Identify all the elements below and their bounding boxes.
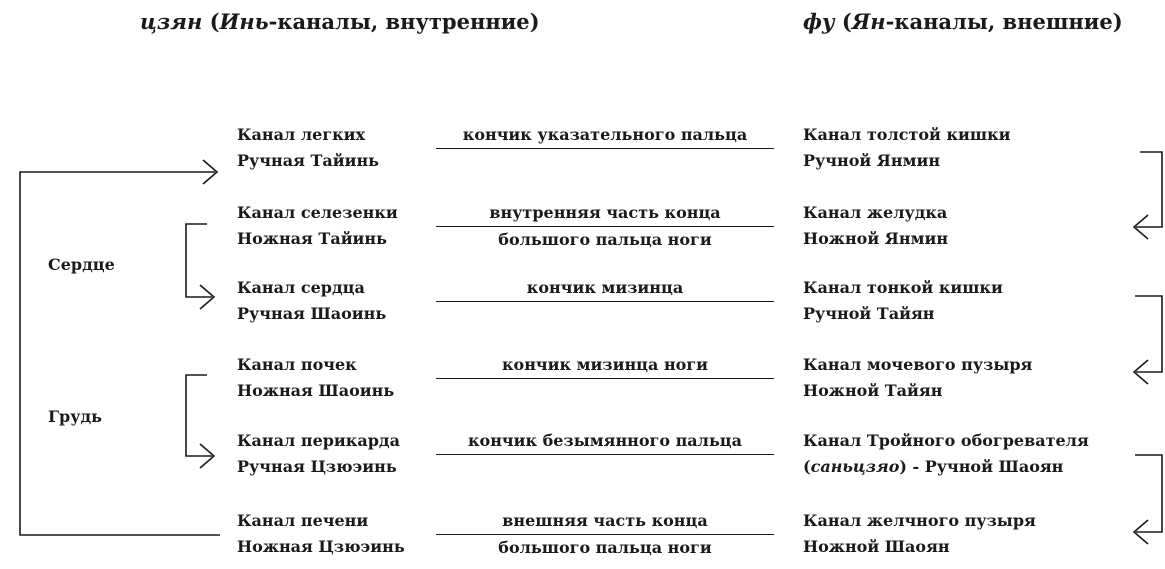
yin-channel-name: Канал перикарда	[237, 431, 400, 450]
heart-bracket-line	[186, 224, 212, 297]
yin-channel-name: Канал печени	[237, 511, 369, 530]
yang-channel-name: Канал Тройного обогревателя	[803, 431, 1089, 450]
yang-channel-type: Ножной Шаоян	[803, 537, 950, 556]
yin-channel-name: Канал селезенки	[237, 203, 398, 222]
yin-open-paren: (	[209, 9, 220, 34]
yang-type-prefix: (	[803, 457, 811, 476]
yin-channel-type: Ножная Цзюэинь	[237, 537, 405, 556]
yin-term2: Инь	[219, 9, 269, 34]
yin-channel-name: Канал почек	[237, 355, 357, 374]
chest-bracket-line	[186, 375, 212, 456]
link-label-top: кончик безымянного пальца	[467, 431, 742, 450]
yin-header-rest: -каналы, внутренние)	[268, 9, 540, 34]
yin-channel-type: Ручная Шаоинь	[237, 304, 387, 323]
yin-channel-name: Канал сердца	[237, 278, 365, 297]
yin-term: цзян	[140, 9, 203, 34]
liver-to-lung-loop-line	[20, 172, 220, 535]
link-label-bottom: большого пальца ноги	[498, 538, 712, 557]
yang-loop-3-line	[1135, 455, 1162, 532]
yang-channel-name: Канал толстой кишки	[803, 125, 1011, 144]
link-label-bottom: большого пальца ноги	[498, 230, 712, 249]
yang-channel-name: Канал желчного пузыря	[803, 511, 1036, 530]
yang-header-rest: -каналы, внешние)	[885, 9, 1123, 34]
yang-term2: Ян	[851, 9, 886, 34]
yang-channel-type: Ножной Тайян	[803, 381, 943, 400]
yang-open-paren: (	[841, 9, 852, 34]
link-label-top: внешняя часть конца	[502, 511, 708, 530]
yang-channel-name: Канал мочевого пузыря	[803, 355, 1033, 374]
heart-label: Сердце	[48, 255, 115, 274]
yin-channel-type: Ручная Цзюэинь	[237, 457, 397, 476]
yin-channel-type: Ручная Тайинь	[237, 151, 380, 170]
yang-channel-name: Канал желудка	[803, 203, 948, 222]
yang-channel-type: Ручной Янмин	[803, 151, 941, 170]
yang-channel-type: Ножной Янмин	[803, 229, 949, 248]
link-label-top: внутренняя часть конца	[489, 203, 721, 222]
yang-type-italic-term: саньцзяо	[810, 457, 900, 476]
link-label-top: кончик указательного пальца	[462, 125, 748, 144]
yang-channel-type: Ручной Тайян	[803, 304, 935, 323]
yin-channel-type: Ножная Тайинь	[237, 229, 387, 248]
yang-type-rest: ) - Ручной Шаоян	[899, 457, 1064, 476]
yin-channel-name: Канал легких	[237, 125, 366, 144]
yang-term: фу	[803, 9, 835, 34]
yang-loop-1-line	[1136, 152, 1162, 227]
yin-channel-type: Ножная Шаоинь	[237, 381, 395, 400]
link-label-top: кончик мизинца	[526, 278, 684, 297]
yang-channel-name: Канал тонкой кишки	[803, 278, 1003, 297]
link-label-top: кончик мизинца ноги	[501, 355, 708, 374]
chest-label: Грудь	[48, 407, 102, 426]
